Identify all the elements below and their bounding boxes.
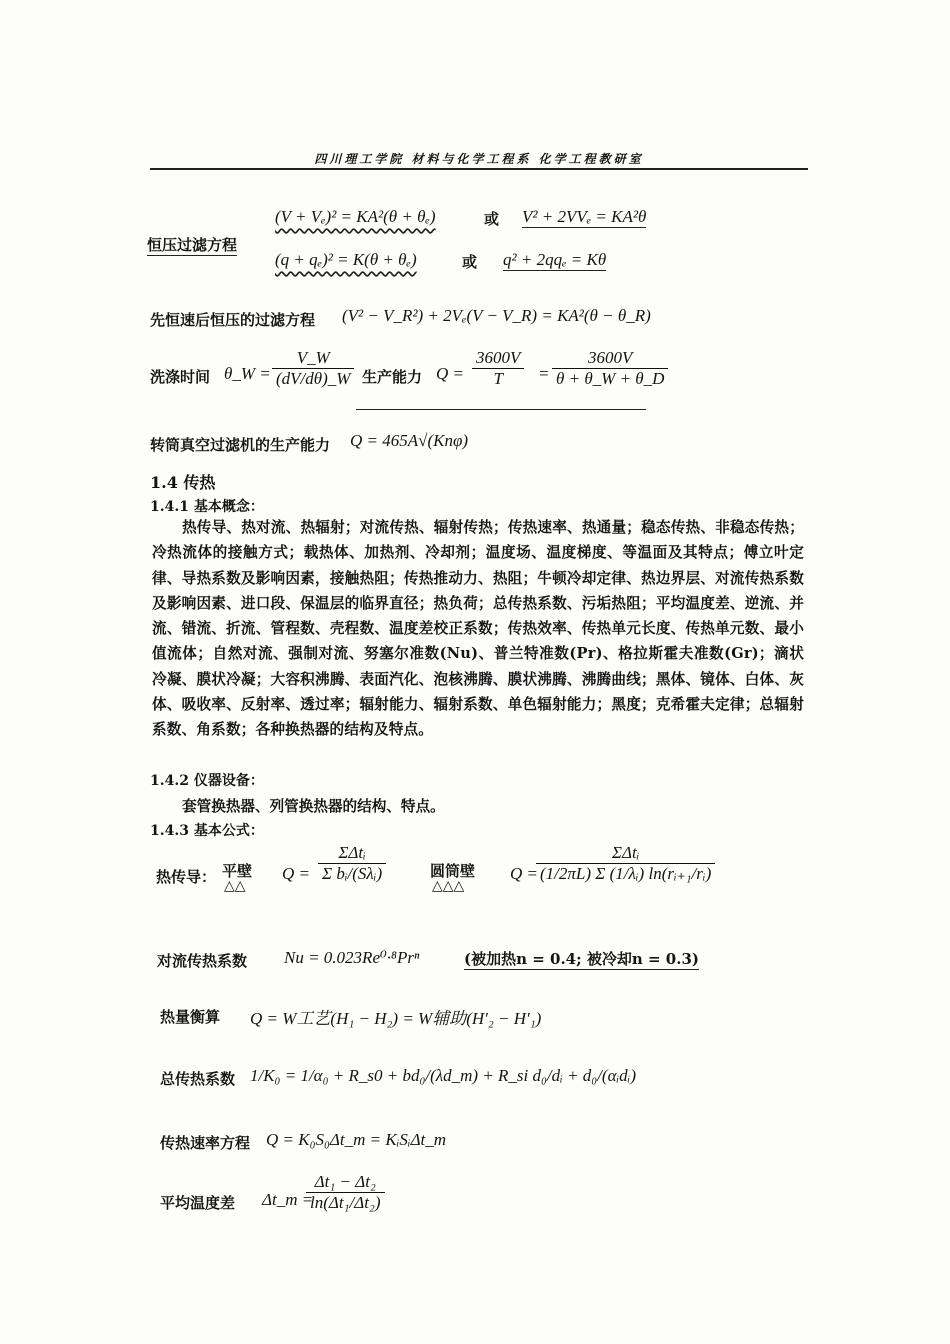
eq-constant-pressure-v: (V + Vₑ)² = KA²(θ + θₑ) — [275, 207, 436, 226]
production-capacity-label: 生产能力 — [362, 368, 423, 386]
basic-concepts-paragraph: 热传导、热对流、热辐射；对流传热、辐射传热；传热速率、热通量；稳态传热、非稳态传热；冷热流体的接触方式；载热体、加热剂、冷却剂；温度场、温度梯度、等温面及其特点；傅立叶定律、导热系数及影响因素，接触热阻；传热推动力、热阻；牛顿冷却定律、热边界层、对流传热系数及影响因素、进口段、保温层的临界直径；热负荷；总传热系数、污垢热阻；平均温度差、逆流、并流、错流、折流、管程数、壳程数、温度差校正系数；传热效率、传热单元长度、传热单元数、最小值流体；自然对流、强制对流、努塞尔准数(Nu)、普兰特准数(Pr)、格拉斯霍夫准数(Gr)；滴状冷凝、膜状冷凝；大容积沸腾、表面汽化、泡核沸腾、膜状沸腾、沸腾曲线；黑体、镜体、白体、灰体、吸收率、反射率、透过率；辐射能力、辐射系数、单色辐射能力；黑度；克希霍夫定律；总辐射系数、角系数；各种换热器的结构及特点。 — [152, 519, 804, 739]
lmtd-numerator: Δt₁ − Δt₂ — [306, 1172, 385, 1193]
washing-time-denominator: (dV/dθ)_W — [276, 369, 351, 388]
eq-nusselt: Nu = 0.023Re⁰·⁸Prⁿ — [284, 948, 420, 967]
cylinder-wall-numerator: ΣΔtᵢ — [536, 843, 715, 864]
conduction-label: 热传导： — [156, 868, 217, 886]
rotary-drum-label: 转筒真空过滤机的生产能力 — [150, 436, 331, 454]
eq-constant-pressure-q: (q + qₑ)² = K(θ + θₑ) — [275, 250, 417, 269]
mean-temp-difference-label: 平均温度差 — [160, 1194, 236, 1212]
cylinder-wall-label: 圆筒壁 — [430, 862, 476, 880]
eq-rotary-drum: Q = 465A√(Knφ) — [350, 431, 469, 450]
lmtd-denominator: ln(Δt₁/Δt₂) — [310, 1193, 381, 1212]
section-1-4-2-title: 1.4.2 仪器设备： — [150, 773, 264, 789]
lmtd-fraction — [306, 1172, 385, 1213]
devices-text: 套管换热器、列管换热器的结构、特点。 — [182, 798, 445, 815]
capacity-fraction-2 — [552, 348, 668, 389]
lmtd-lhs: Δt_m = — [262, 1190, 314, 1209]
overall-coefficient-label: 总传热系数 — [160, 1070, 236, 1088]
capacity-numerator-1: 3600V — [472, 348, 524, 369]
capacity-underline — [356, 409, 646, 410]
cylinder-wall-lhs: Q = — [510, 864, 538, 883]
eq-rate-then-pressure: (V² − V_R²) + 2Vₑ(V − V_R) = KA²(θ − θ_R) — [342, 306, 651, 325]
eq-heat-transfer-rate: Q = K₀S₀Δt_m = KᵢSᵢΔt_m — [266, 1130, 447, 1149]
flat-wall-label: 平壁 — [222, 862, 253, 880]
capacity-denominator-2: θ + θ_W + θ_D — [556, 369, 665, 388]
washing-time-numerator: V_W — [272, 348, 354, 369]
flat-wall-denominator: Σ bᵢ/(Sλᵢ) — [322, 864, 383, 883]
section-1-4-3-title: 1.4.3 基本公式： — [150, 823, 264, 839]
washing-time-label: 洗涤时间 — [150, 368, 211, 386]
rate-equation-label: 传热速率方程 — [160, 1134, 251, 1152]
eq-overall-coefficient: 1/K₀ = 1/α₀ + R_s0 + bd₀/(λd_m) + R_si d₀/dᵢ + d₀/(αᵢdᵢ) — [250, 1066, 637, 1085]
capacity-lhs: Q = — [436, 364, 464, 383]
cylinder-wall-mark: △△△ — [432, 878, 465, 894]
or-label-1: 或 — [484, 210, 500, 228]
nusselt-exponent-note: (被加热n = 0.4; 被冷却n = 0.3) — [464, 950, 699, 968]
convection-coefficient-label: 对流传热系数 — [157, 952, 248, 970]
rate-then-pressure-label: 先恒速后恒压的过滤方程 — [150, 311, 316, 329]
constant-pressure-label: 恒压过滤方程 — [147, 236, 238, 254]
flat-wall-mark: △△ — [224, 878, 246, 894]
eq-constant-pressure-v2: V² + 2VVₑ = KA²θ — [522, 207, 647, 226]
capacity-numerator-2: 3600V — [552, 348, 668, 369]
or-label-2: 或 — [462, 253, 478, 271]
capacity-equals: = — [538, 364, 550, 383]
section-1-4-1-title: 1.4.1 基本概念： — [150, 499, 264, 515]
eq-heat-balance: Q = W工艺(H₁ − H₂) = W辅助(H′₂ − H′₁) — [250, 1009, 542, 1028]
capacity-fraction-1 — [472, 348, 524, 389]
running-header: 四川理工学院 材料与化学工程系 化学工程教研室 — [314, 152, 644, 166]
heat-balance-label: 热量衡算 — [160, 1008, 221, 1026]
section-1-4-title: 1.4 传热 — [150, 473, 216, 492]
washing-time-fraction — [272, 348, 354, 389]
flat-wall-fraction — [318, 843, 386, 884]
cylinder-wall-denominator: (1/2πL) Σ (1/λᵢ) ln(rᵢ₊₁/rᵢ) — [540, 864, 712, 883]
capacity-denominator-1: T — [493, 369, 503, 388]
eq-constant-pressure-q2: q² + 2qqₑ = Kθ — [503, 250, 607, 269]
cylinder-wall-fraction — [536, 843, 715, 884]
flat-wall-numerator: ΣΔtᵢ — [318, 843, 386, 864]
header-rule — [150, 168, 808, 170]
washing-time-lhs: θ_W = — [224, 364, 271, 383]
flat-wall-lhs: Q = — [282, 864, 310, 883]
